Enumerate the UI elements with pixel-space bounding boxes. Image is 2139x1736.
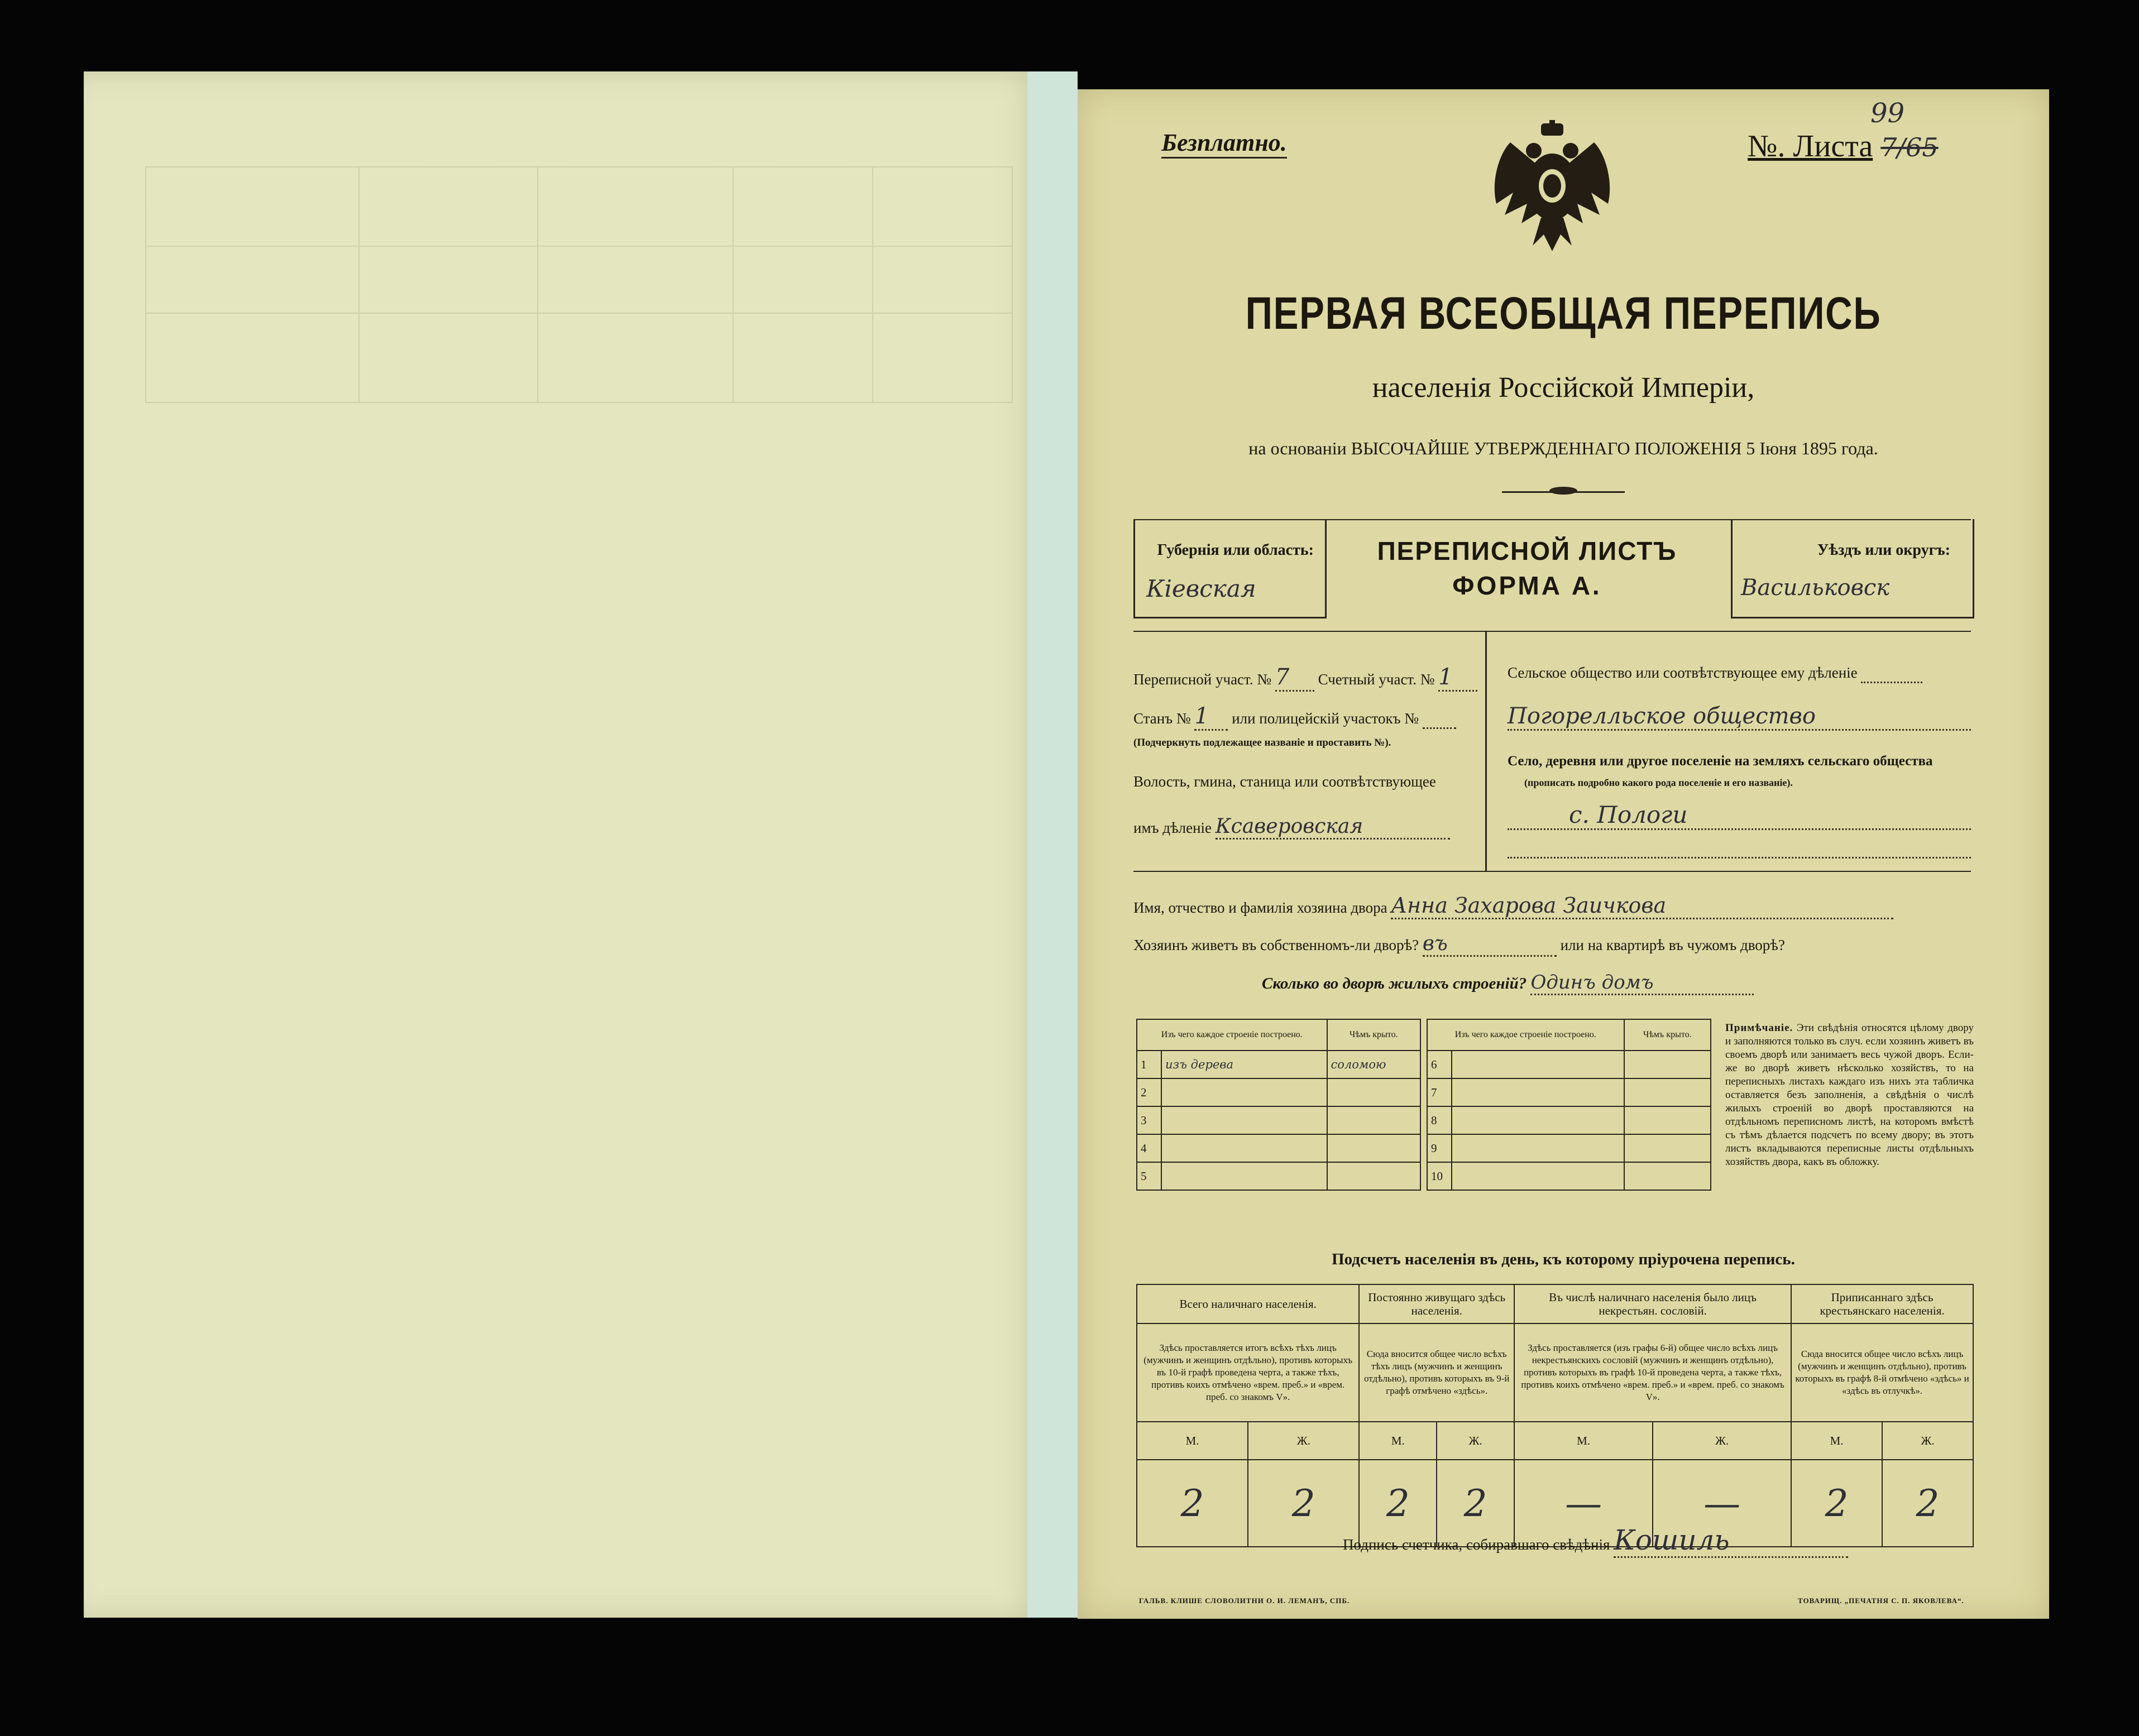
count-column-description: Сюда вносится общее число всѣхъ лицъ (мужчинъ и женщинъ отдѣльно), противъ которыхъ въ графѣ 8-й отмѣчено «здѣсь» и «здѣсь въ отлучкѣ». bbox=[1791, 1323, 1973, 1422]
col-roof-header: Чѣмъ крыто. bbox=[1327, 1019, 1421, 1051]
building-roof-cell bbox=[1327, 1106, 1421, 1134]
building-row-number: 7 bbox=[1427, 1078, 1452, 1106]
form-type-label: ФОРМА А. bbox=[1452, 571, 1602, 600]
village-extra-line bbox=[1508, 835, 1971, 859]
form-basis-line: на основаніи ВЫСОЧАЙШЕ УТВЕРЖДЕННАГО ПОЛОЖЕНІЯ 5 Іюня 1895 года. bbox=[1248, 438, 1878, 458]
police-label: или полицейскій участокъ № bbox=[1232, 710, 1419, 727]
society-value: Погорелльское общество bbox=[1508, 703, 1971, 731]
building-material-cell bbox=[1452, 1162, 1624, 1190]
building-row bbox=[1427, 1051, 1711, 1078]
male-count-value: — bbox=[1514, 1460, 1653, 1547]
footer-imprint-left: ГАЛЬВ. КЛИШЕ СЛОВОЛИТНИ О. И. ЛЕМАНЪ, СПБ. bbox=[1139, 1596, 1350, 1605]
female-label: Ж. bbox=[1437, 1422, 1514, 1460]
count-column-description: Здѣсь проставляется (изъ графы 6-й) общее число всѣхъ лицъ некрестьянскихъ сословій (мужчинъ и женщинъ отдѣльно), противъ которыхъ въ графѣ 10-й проведена черта, а также тѣхъ, противъ коихъ отмѣчено «врем. преб.» и «врем. преб. со знакомъ V». bbox=[1514, 1323, 1791, 1422]
stan-value: 1 bbox=[1194, 703, 1228, 731]
bleed-through-grid bbox=[145, 166, 1013, 403]
building-roof-cell bbox=[1624, 1078, 1711, 1106]
col-built-header-2: Изъ чего каждое строеніе построено. bbox=[1427, 1019, 1624, 1051]
sheet-number bbox=[1748, 128, 1939, 164]
building-material-cell bbox=[1161, 1162, 1327, 1190]
sheet-title-box bbox=[1323, 519, 1731, 617]
building-roof-cell bbox=[1327, 1134, 1421, 1162]
form-main-title: ПЕРВАЯ ВСЕОБЩАЯ ПЕРЕПИСЬ bbox=[1245, 288, 1882, 339]
signature-value: Кошиль bbox=[1614, 1524, 1848, 1558]
village-label: Село, деревня или другое поселеніе на земляхъ сельскаго общества bbox=[1508, 754, 1933, 769]
female-count-value: 2 bbox=[1882, 1460, 1973, 1547]
building-material-cell bbox=[1452, 1134, 1624, 1162]
uezd-value: Васильковск bbox=[1741, 575, 1890, 601]
building-row-number: 4 bbox=[1137, 1134, 1161, 1162]
stan-label: Станъ № bbox=[1133, 710, 1191, 727]
sheet-title: ПЕРЕПИСНОЙ ЛИСТЪ bbox=[1377, 536, 1677, 565]
sheet-number-label: №. Листа bbox=[1748, 129, 1873, 164]
male-label: М. bbox=[1791, 1422, 1882, 1460]
col-roof-header-2: Чѣмъ крыто. bbox=[1624, 1019, 1711, 1051]
count-column-description: Здѣсь проставляется итогъ всѣхъ тѣхъ лицъ (мужчинъ и женщинъ отдѣльно), противъ которыхъ въ 10-й графѣ проведена черта, а также тѣхъ, противъ коихъ отмѣчено «врем. преб.» и «врем. преб. со знакомъ V». bbox=[1137, 1323, 1359, 1422]
note-label: Примѣчаніе. bbox=[1725, 1022, 1793, 1034]
count-column-description: Сюда вносится общее число всѣхъ тѣхъ лицъ (мужчинъ и женщинъ отдѣльно), противъ которыхъ въ 9-й графѣ отмѣчено «здѣсь». bbox=[1359, 1323, 1514, 1422]
building-material-cell: изъ дерева bbox=[1161, 1051, 1327, 1078]
female-label: Ж. bbox=[1882, 1422, 1973, 1460]
building-roof-cell bbox=[1327, 1078, 1421, 1106]
footer-imprint-right: ТОВАРИЩ. „ПЕЧАТНЯ С. П. ЯКОВЛЕВА“. bbox=[1798, 1596, 1964, 1605]
male-label: М. bbox=[1137, 1422, 1248, 1460]
building-row bbox=[1427, 1106, 1711, 1134]
building-row bbox=[1427, 1134, 1711, 1162]
building-row bbox=[1427, 1162, 1711, 1190]
buildings-row bbox=[1262, 971, 1754, 995]
signature-row bbox=[1343, 1524, 1848, 1558]
building-material-cell bbox=[1452, 1078, 1624, 1106]
population-count-table bbox=[1136, 1284, 1974, 1547]
male-label: М. bbox=[1514, 1422, 1653, 1460]
building-roof-cell: соломою bbox=[1327, 1051, 1421, 1078]
building-row bbox=[1137, 1162, 1420, 1190]
underline-note: (Подчеркнуть подлежащее названіе и проставить №). bbox=[1133, 737, 1391, 749]
female-label: Ж. bbox=[1653, 1422, 1791, 1460]
building-row bbox=[1137, 1106, 1420, 1134]
uezd-label: Уѣздъ или округъ: bbox=[1817, 541, 1950, 559]
female-count-value: 2 bbox=[1437, 1460, 1514, 1547]
building-row bbox=[1137, 1078, 1420, 1106]
residence-row bbox=[1133, 932, 1785, 957]
building-material-cell bbox=[1161, 1134, 1327, 1162]
society-label: Сельское общество или соотвѣтствующее ему дѣленіе bbox=[1508, 664, 1858, 681]
note-block bbox=[1725, 1022, 1974, 1169]
uchastok-value: 7 bbox=[1275, 664, 1314, 692]
imperial-eagle-emblem bbox=[1488, 120, 1616, 254]
count-column-header: Постоянно живущаго здѣсь населенія. bbox=[1359, 1284, 1514, 1323]
count-column-header: Всего наличнаго населенія. bbox=[1137, 1284, 1359, 1323]
sheet-number-struck: 7/65 bbox=[1880, 132, 1939, 162]
col-built-header: Изъ чего каждое строеніе построено. bbox=[1137, 1019, 1327, 1051]
fields-divider bbox=[1485, 631, 1487, 871]
gubernia-value: Кіевская bbox=[1146, 575, 1256, 602]
female-label: Ж. bbox=[1248, 1422, 1359, 1460]
count-title: Подсчетъ населенія въ день, къ которому пріурочена перепись. bbox=[1332, 1250, 1795, 1268]
free-label: Безплатно. bbox=[1161, 128, 1287, 159]
building-row-number: 3 bbox=[1137, 1106, 1161, 1134]
building-row-number: 9 bbox=[1427, 1134, 1452, 1162]
building-roof-cell bbox=[1624, 1106, 1711, 1134]
left-page bbox=[84, 71, 1044, 1618]
building-material-cell bbox=[1161, 1078, 1327, 1106]
census-form-page bbox=[1078, 89, 2049, 1619]
residence-label: Хозяинъ живетъ въ собственномъ-ли дворѣ? bbox=[1133, 937, 1419, 953]
volost-label: Волость, гмина, станица или соотвѣтствующее bbox=[1133, 773, 1436, 790]
form-subtitle: населенія Россійской Имперіи, bbox=[1372, 372, 1755, 404]
stan-row bbox=[1133, 703, 1456, 731]
fields-top-rule bbox=[1133, 631, 1971, 632]
building-row bbox=[1137, 1134, 1420, 1162]
count-column-header: Въ числѣ наличнаго населенія было лицъ некрестьян. сословій. bbox=[1514, 1284, 1791, 1323]
building-row-number: 6 bbox=[1427, 1051, 1452, 1078]
male-count-value: 2 bbox=[1137, 1460, 1248, 1547]
building-roof-cell bbox=[1624, 1051, 1711, 1078]
count-column-header: Приписаннаго здѣсь крестьянскаго населенія. bbox=[1791, 1284, 1973, 1323]
village-note: (прописать подробно какого рода поселеніе и его названіе). bbox=[1524, 777, 1793, 788]
building-material-cell bbox=[1161, 1106, 1327, 1134]
book-spine bbox=[1027, 71, 1078, 1618]
building-roof-cell bbox=[1624, 1162, 1711, 1190]
male-count-value: 2 bbox=[1791, 1460, 1882, 1547]
female-count-value: — bbox=[1653, 1460, 1791, 1547]
uchastok-row bbox=[1133, 664, 1477, 692]
building-row-number: 2 bbox=[1137, 1078, 1161, 1106]
note-text: Эти свѣдѣнія относятся цѣлому двору и заполняются только въ случ. если хозяинъ живетъ въ своемъ дворѣ или занимаетъ весь чужой дворъ. Если-же во дворѣ живетъ нѣсколько хозяйствъ, то на переписныхъ листахъ каждаго изъ нихъ эта табличка оставляется безъ заполненія, а свѣдѣнія о числѣ жилыхъ строеній во дворѣ проставляются на отдѣльномъ переписномъ листѣ, на которомъ вмѣстѣ съ тѣмъ дѣлается подсчетъ по всему двору; въ этотъ листъ вкладываются переписные листы отдѣльныхъ хозяйствъ двора, какъ въ обложку. bbox=[1725, 1022, 1974, 1168]
village-value: с. Пологи bbox=[1508, 801, 1971, 830]
signature-label: Подпись счетчика, собиравшаго свѣдѣнія bbox=[1343, 1536, 1610, 1553]
uezd-box bbox=[1731, 519, 1974, 618]
schetny-value: 1 bbox=[1438, 664, 1477, 692]
building-row-number: 5 bbox=[1137, 1162, 1161, 1190]
building-row-number: 1 bbox=[1137, 1051, 1161, 1078]
building-row bbox=[1137, 1051, 1420, 1078]
owner-value: Анна Захарова Заичкова bbox=[1391, 893, 1893, 919]
buildings-table-left bbox=[1136, 1019, 1421, 1191]
sheet-number-value: 99 bbox=[1870, 98, 1905, 129]
building-row-number: 10 bbox=[1427, 1162, 1452, 1190]
ornament-center bbox=[1549, 487, 1577, 495]
building-row bbox=[1427, 1078, 1711, 1106]
building-material-cell bbox=[1452, 1106, 1624, 1134]
male-count-value: 2 bbox=[1359, 1460, 1437, 1547]
volost-value: Ксаверовская bbox=[1216, 815, 1450, 840]
society-row bbox=[1508, 664, 1922, 683]
owner-row bbox=[1133, 893, 1893, 919]
buildings-label: Сколько во дворѣ жилыхъ строеній? bbox=[1262, 975, 1527, 992]
building-row-number: 8 bbox=[1427, 1106, 1452, 1134]
building-material-cell bbox=[1452, 1051, 1624, 1078]
gubernia-box bbox=[1133, 519, 1327, 618]
male-label: М. bbox=[1359, 1422, 1437, 1460]
residence-value: въ bbox=[1423, 932, 1557, 957]
owner-top-rule bbox=[1133, 871, 1971, 872]
buildings-value: Одинъ домъ bbox=[1530, 971, 1754, 995]
building-roof-cell bbox=[1624, 1134, 1711, 1162]
gubernia-label: Губернія или область: bbox=[1157, 541, 1314, 559]
volost-row bbox=[1133, 815, 1450, 840]
owner-label: Имя, отчество и фамилія хозяина двора bbox=[1133, 899, 1387, 916]
uchastok-label: Переписной участ. № bbox=[1133, 671, 1272, 688]
building-roof-cell bbox=[1327, 1162, 1421, 1190]
buildings-table-right bbox=[1427, 1019, 1711, 1191]
residence-label2: или на квартирѣ въ чужомъ дворѣ? bbox=[1560, 937, 1785, 953]
female-count-value: 2 bbox=[1248, 1460, 1359, 1547]
schetny-label: Счетный участ. № bbox=[1318, 671, 1435, 688]
volost-label2: имъ дѣленіе bbox=[1133, 819, 1212, 836]
